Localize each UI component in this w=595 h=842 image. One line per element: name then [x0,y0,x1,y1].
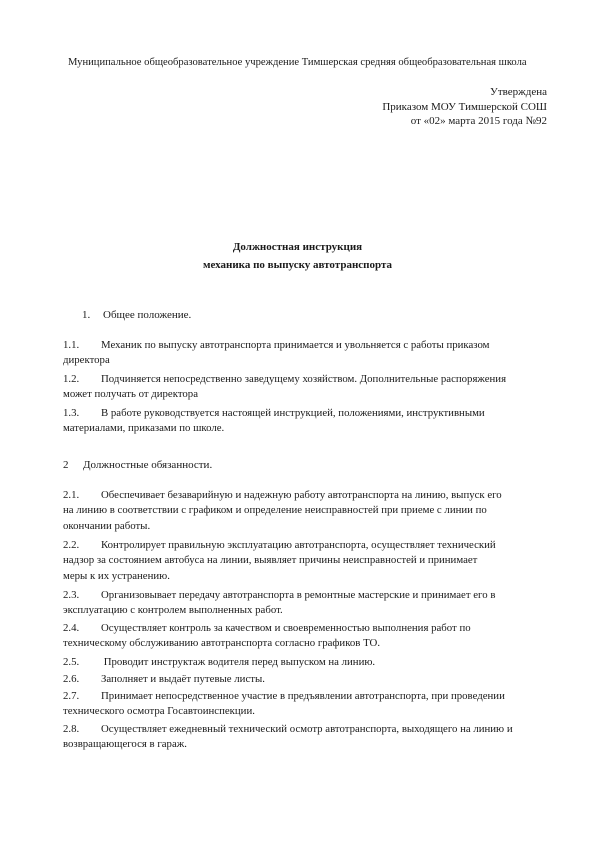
clause-text: Осуществляет ежедневный технический осмотр автотранспорта, выходящего на линию и [101,723,513,735]
approval-line-3: от «02» марта 2015 года №92 [410,115,547,127]
clause-text: техническому обслуживанию автотранспорта согласно графиков ТО. [63,637,381,650]
clause-2-1 [63,488,553,534]
clause-text: Заполняет и выдаёт путевые листы. [101,673,265,685]
clause-text: Обеспечивает безаварийную и надежную работу автотранспорта на линию, выпуск его [101,489,502,501]
approval-block [247,85,547,129]
clause-text: Механик по выпуску автотранспорта принимается и увольняется с работы приказом [101,339,490,351]
section-2-title: Должностные обязанности. [83,459,213,471]
clause-text: Контролирует правильную эксплуатацию автотранспорта, осуществляет технический [101,539,496,551]
clause-text: меры к их устранению. [63,569,170,582]
section-1-title: Общее положение. [103,309,192,321]
clause-text: окончании работы. [63,519,151,532]
clause-number: 1.2. [63,373,80,385]
clause-text: В работе руководствуется настоящей инструкцией, положениями, инструктивными [101,407,485,419]
clause-text: может получать от директора [63,388,198,401]
clause-number: 1.3. [63,407,80,419]
clause-text: Осуществляет контроль за качеством и своевременностью выполнения работ по [101,622,471,634]
clause-number: 2.7. [63,690,80,702]
clause-text: Подчиняется непосредственно заведущему хозяйством. Дополнительные распоряжения [101,373,507,385]
document-title: Должностная инструкция [232,241,363,253]
approval-line-1: Утверждена [490,86,547,98]
clause-2-2 [63,538,553,584]
clause-text: технического осмотра Госавтоинспекции. [63,705,255,718]
clause-text: Проводит инструктаж водителя перед выпуском на линию. [101,656,376,668]
clause-text: на линию в соответствии с графиком и определение неисправностей при приеме с линии по [63,504,487,517]
clause-2-3 [63,588,553,619]
clause-number: 2.2. [63,539,80,551]
clause-number: 2.5. [63,656,80,668]
clause-text: Принимает непосредственное участие в предъявлении автотранспорта, при проведении [101,690,505,702]
section-2-heading [63,458,212,472]
clause-text: эксплуатацию с контролем выполненных работ. [63,604,283,617]
clause-number: 2.6. [63,673,80,685]
section-1-heading [82,308,191,322]
clause-number: 1.1. [63,339,80,351]
clause-number: 2.8. [63,723,80,735]
section-2-number: 2 [63,459,69,471]
clause-2-5 [63,655,553,670]
clause-number: 2.4. [63,622,80,634]
clause-1-2 [63,372,553,403]
clause-text: надзор за состоянием автобуса на линии, выявляет причины неисправностей и принимает [63,554,478,567]
clause-text: директора [63,354,110,367]
clause-text: материалами, приказами по школе. [63,422,225,435]
clause-1-3 [63,406,553,437]
document-subtitle: механика по выпуску автотранспорта [202,259,393,271]
clause-text: Организовывает передачу автотранспорта в ремонтные мастерские и принимает его в [101,589,496,601]
clause-1-1 [63,338,553,369]
organization-name: Муниципальное общеобразовательное учреждение Тимшерская средняя общеобразовательная школа [68,57,527,68]
clause-2-4 [63,621,553,652]
clause-2-8 [63,722,553,753]
clause-2-7 [63,689,553,720]
clause-2-6 [63,672,553,687]
clause-number: 2.3. [63,589,80,601]
clause-text: возвращающегося в гараж. [63,738,187,751]
approval-line-2: Приказом МОУ Тимшерской СОШ [382,100,547,113]
clause-number: 2.1. [63,489,80,501]
section-1-number: 1. [82,309,91,321]
